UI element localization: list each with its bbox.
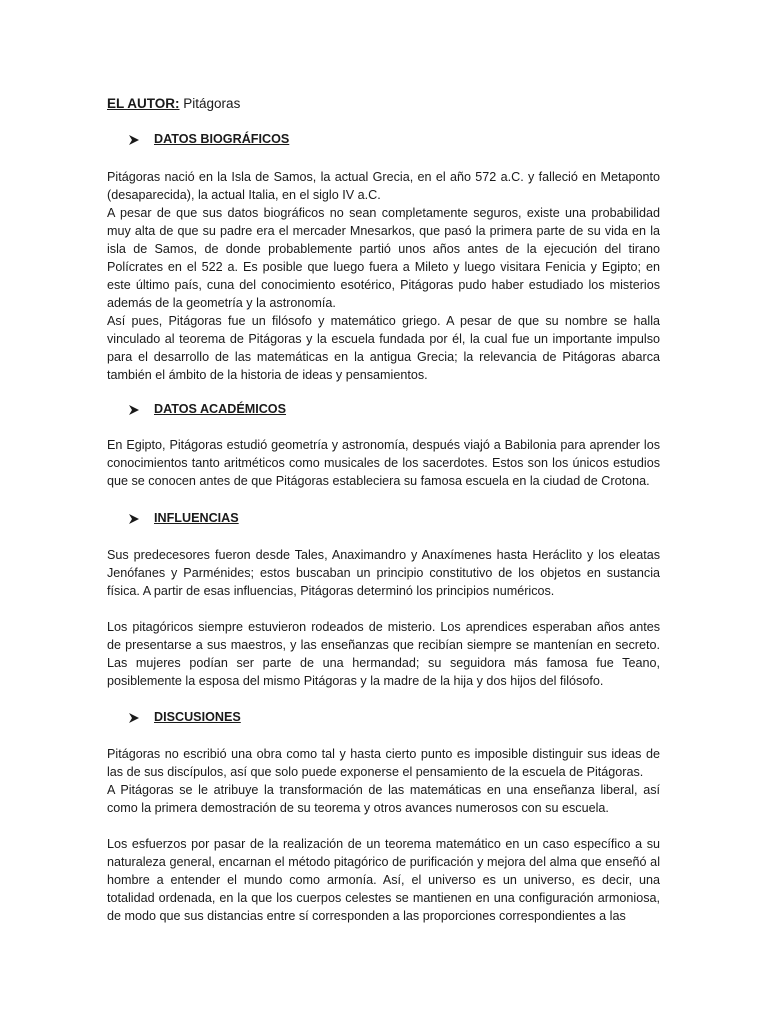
section-heading-text: DATOS ACADÉMICOS	[154, 402, 287, 416]
paragraph: En Egipto, Pitágoras estudió geometría y astronomía, después viajó a Babilonia para aprender los conocimientos tanto aritméticos como musicales de los sacerdotes. Estos son los únicos estudios que se conocen antes de que Pitágoras estableciera su famosa escuela en la ciudad de Crotona.	[107, 438, 660, 488]
section-heading-datos-academicos	[128, 400, 286, 418]
author-label: EL AUTOR:	[107, 96, 180, 111]
section-body-influencias-2	[107, 618, 660, 690]
author-title	[107, 95, 240, 113]
arrow-bullet-icon	[128, 403, 140, 415]
section-heading-discusiones	[128, 708, 241, 726]
paragraph: A Pitágoras se le atribuye la transformación de las matemáticas en una enseñanza liberal, así como la primera demostración de su teorema y otros avances numerosos con su escuela.	[107, 783, 660, 815]
section-body-influencias	[107, 546, 660, 600]
section-body-datos-biograficos	[107, 168, 660, 384]
paragraph: Los esfuerzos por pasar de la realización de un teorema matemático en un caso específico a su naturaleza general, encarnan el método pitagórico de purificación y mejora del alma que enseñó al hombre a entender el mundo como armonía. Así, el universo es un universo, es decir, una totalidad ordenada, en la que los cuerpos celestes se mantienen en una configuración armoniosa, de modo que sus distancias entre sí corresponden a las proporciones correspondientes a las	[107, 837, 660, 923]
author-name: Pitágoras	[183, 96, 241, 111]
paragraph: Pitágoras no escribió una obra como tal y hasta cierto punto es imposible distinguir sus ideas de las de sus discípulos, así que solo puede exponerse el pensamiento de la escuela de Pitágoras.	[107, 747, 660, 779]
arrow-bullet-icon	[128, 512, 140, 524]
arrow-bullet-icon	[128, 711, 140, 723]
paragraph: Así pues, Pitágoras fue un filósofo y matemático griego. A pesar de que su nombre se halla vinculado al teorema de Pitágoras y la escuela fundada por él, la cual fue un importante impulso para el desarrollo de las matemáticas en la antigua Grecia; la relevancia de Pitágoras abarca también el ámbito de la historia de ideas y pensamientos.	[107, 314, 660, 382]
paragraph: Los pitagóricos siempre estuvieron rodeados de misterio. Los aprendices esperaban años antes de presentarse a sus maestros, y las enseñanzas que recibían siempre se mantenían en secreto. Las mujeres podían ser parte de una hermandad; su seguidora más famosa fue Teano, posiblemente la esposa del mismo Pitágoras y la madre de la hija y dos hijos del filósofo.	[107, 620, 660, 688]
section-heading-text: DISCUSIONES	[154, 710, 241, 724]
section-heading-text: INFLUENCIAS	[154, 511, 239, 525]
section-body-discusiones	[107, 745, 660, 817]
section-heading-text: DATOS BIOGRÁFICOS	[154, 132, 290, 146]
paragraph: Pitágoras nació en la Isla de Samos, la actual Grecia, en el año 572 a.C. y falleció en Metaponto (desaparecida), la actual Italia, en el siglo IV a.C.	[107, 170, 660, 202]
arrow-bullet-icon	[128, 133, 140, 145]
paragraph: A pesar de que sus datos biográficos no sean completamente seguros, existe una probabilidad muy alta de que su padre era el mercader Mnesarkos, que pasó la primera parte de su vida en la isla de Samos, de donde probablemente partió unos años antes de la ejecución del tirano Polícrates en el 522 a. Es posible que luego fuera a Mileto y luego visitara Fenicia y Egipto; en este último país, cuna del conocimiento esotérico, Pitágoras pudo haber estudiado los misterios además de la geometría y la astronomía.	[107, 206, 660, 310]
section-heading-influencias	[128, 509, 239, 527]
section-body-discusiones-2	[107, 835, 660, 925]
section-body-datos-academicos	[107, 436, 660, 490]
paragraph: Sus predecesores fueron desde Tales, Anaximandro y Anaxímenes hasta Heráclito y los eleatas Jenófanes y Parménides; estos buscaban un principio constitutivo de los objetos en sustancia física. A partir de esas influencias, Pitágoras determinó los principios numéricos.	[107, 548, 660, 598]
section-heading-datos-biograficos	[128, 130, 289, 148]
